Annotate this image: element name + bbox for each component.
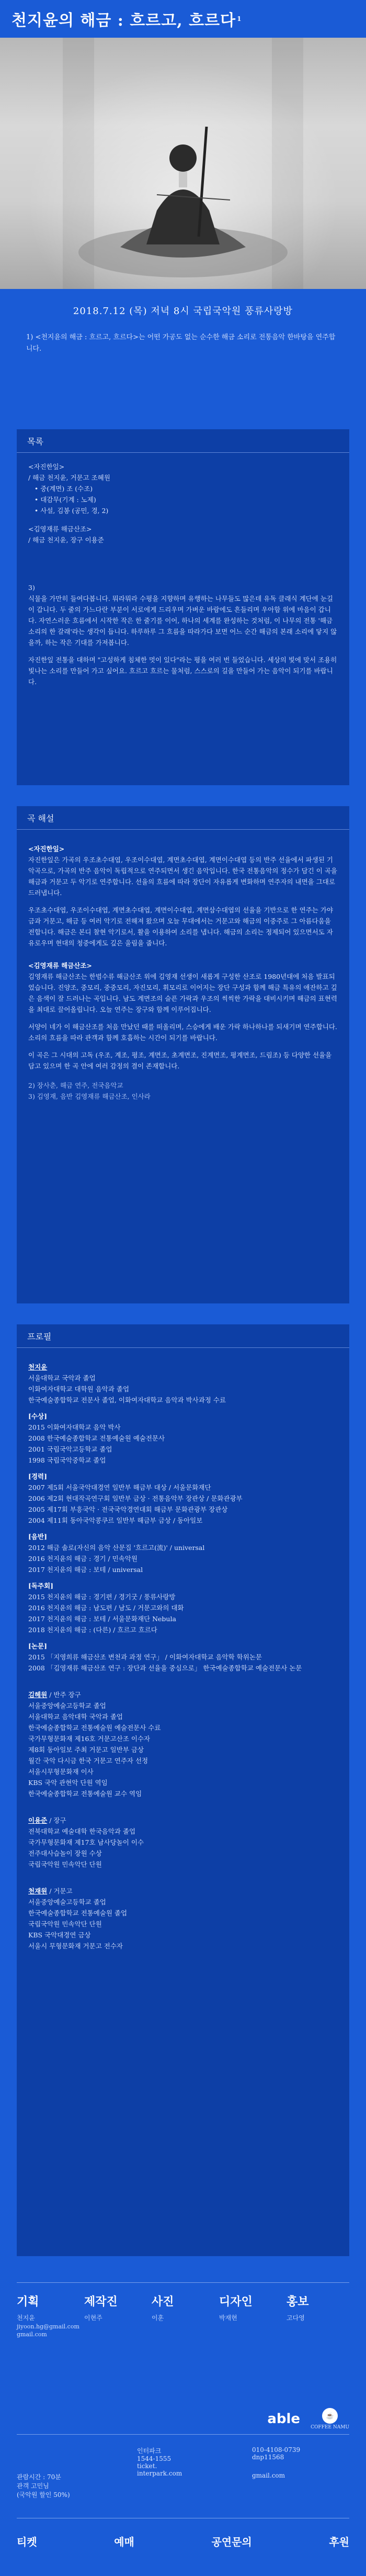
nav-inquiry[interactable]: 공연문의 [211,2536,252,2548]
notes-panel [17,806,349,1303]
program-item: / 해금 천지윤, 거문고 조혜원 [28,474,110,482]
notes-text: 서양이 네가 이 해금산조를 처음 만났던 때를 떠올리며, 스승에게 배운 가락 하나하나를 되새기며 연주합니다. 소리의 흐름을 따라 관객과 함께 호흡하는 시간이 되기를 바랍니다. [28,1023,337,1042]
sponsor-row [17,2408,349,2430]
staff-email-domain: gmail.com [17,2331,47,2338]
staff-name: 박재현 [219,2314,237,2322]
program-panel [17,429,349,785]
profile-line: 국립국악원 민속악단 단원 [28,1860,102,1868]
staff-row [17,2293,349,2338]
staff-name: 고다영 [287,2314,305,2322]
profile-line: 월간 국악 다시금 한국 거문고 연주자 선정 [28,1757,148,1765]
profile-line: 서울중앙예술고등학교 졸업 [28,1898,106,1906]
footer-runtime: 관람시간 : 70분 [17,2473,61,2481]
footer-ticket [137,2446,182,2477]
profile-section: [수상] [28,1412,47,1420]
program-item: • 중(계면) 조 (수조) [28,485,93,493]
profile-section: [독주회] [28,1582,54,1590]
notes-body [17,830,349,1110]
staff-label: 기획 [17,2295,39,2309]
profile-role: / 거문고 [47,1887,73,1895]
ticket-phone[interactable]: 1544-1555 [137,2455,171,2462]
profile-name: 이용준 [28,1816,48,1824]
profile-line: 2015 이화여자대학교 음악 박사 [28,1423,121,1431]
footer-discount: (국악원 할인 50%) [17,2491,70,2499]
profile-section: [음반] [28,1533,47,1541]
essay-text: 식물을 가만히 들여다봅니다. 뭐라뭐라 수평을 지향하며 유행하는 나무들도 많은데 유독 클래식 계단에 눈길이 갑니다. 두 줄의 가느다란 부분이 서로에게 드리우며 가벼운 바람에도 흔들리며 우아함 위에 마음이 갑니다. 자연스러운 흐름에서 시작한 작은 한 줄기를 이어, 하나의 세계를 완성하는 것처럼, 이 나무의 전통 '해금 소리의 한 갈래'라는 생각이 듭니다. 하루하루 그 흐름을 따라가다 보면 어느 순간 해금의 본래 소리에 닿지 않을까, 하는 작은 기대를 가져봅니다. [28,595,337,646]
profile-panel [17,1324,349,2256]
profile-line: 국가무형문화재 제17호 남사당놀이 이수 [28,1838,144,1846]
program-item: • 대감무(기계 : 노제) [28,496,96,504]
staff-name: 천지윤 [17,2314,35,2322]
footer-info [17,2442,349,2510]
notes-subtitle: <김영재류 해금산조> [28,962,92,969]
profile-line: 2017 천지윤의 해금 : 보테 / 서울문화재단 Nebula [28,1615,176,1623]
event-date: 2018.7.12 (목) 저녁 8시 국립국악원 풍류사랑방 [73,306,293,317]
profile-line: KBS 국악 관현악 단원 역임 [28,1779,108,1787]
profile-line: 2006 제2회 현대작곡연구회 일반부 금상 · 전통음악부 장관상 / 문화관광부 [28,1495,243,1502]
staff-col [219,2293,282,2338]
profile-line: 국립국악원 민속악단 단원 [28,1920,102,1928]
program-item: <김영재류 해금산조> [28,525,92,533]
program-item: • 사설, 김봉 (공민, 경, 2) [28,507,109,515]
bottom-nav [17,2534,349,2549]
notes-heading: 곡 해설 [17,806,349,830]
profile-line: 2015 「지영희류 해금산조 변천과 과정 연구」 / 이화여자대학교 음악학 학위논문 [28,1653,262,1661]
program-item: <자진한잎> [28,463,65,471]
profile-line: 서울대학교 음악대학 국악과 졸업 [28,1713,123,1721]
ticket-url[interactable]: ticket. [137,2462,157,2470]
ticket-vendor: 인터파크 [137,2447,162,2455]
profile-line: KBS 국악대경연 금상 [28,1931,91,1939]
profile-name: 천재원 [28,1887,48,1895]
contact-mail[interactable]: gmail.com [252,2472,285,2479]
profile-line: 1998 국립국악중학교 졸업 [28,1456,106,1464]
profile-name: 김헤원 [28,1691,48,1699]
nav-booking[interactable]: 예매 [114,2536,134,2548]
nav-support[interactable]: 후원 [329,2536,349,2548]
profile-section: [논문] [28,1642,47,1650]
profile-edu: 서울대학교 국악과 졸업 이화여자대학교 대학원 음악과 졸업 한국예술종합학교 전문사 졸업, 이화여자대학교 음악과 박사과정 수료 [28,1374,226,1404]
notes-text: 자진한잎은 가곡의 우조초수대엽, 우조이수대엽, 계면초수대엽, 계면이수대엽 등의 반주 선율에서 파생된 기악곡으로, 가곡의 반주 음악이 독립적으로 연주되면서 생긴 음악입니다. 한국 전통음악의 정수가 담긴 이 곡을 해금과 거문고 두 악기로 연주합니다. 선율의 흐름에 따라 장단이 자유롭게 변화하며 연주자의 내면을 그대로 드러냅니다. [28,856,337,897]
profile-line: 2008 「김영재류 해금산조 연구 : 장단과 선율을 중심으로」 한국예술종합학교 예술전문사 논문 [28,1664,302,1672]
program-heading: 목록 [17,429,349,453]
profile-line: 서울시 무형문화재 거문고 전수자 [28,1942,123,1950]
profile-line: 한국예술종합학교 전통예술원 교수 역임 [28,1790,142,1798]
notes-text: 이 곡은 그 시대의 고독 (우조, 계조, 평조, 계면조, 초계면조, 진계면조, 평계면조, 드림조) 등 다양한 선율을 담고 있으며 한 곡 안에 여러 감정의 결이 존재합니다. [28,1051,332,1070]
notes-text: 김영재류 해금산조는 한범수류 해금산조 위에 김영재 선생이 새롭게 구성한 산조로 1980년대에 처음 발표되었습니다. 진양조, 중모리, 중중모리, 자진모리, 휘모리로 이어지는 장단 구성과 함께 해금 특유의 애잔하고 깊은 음색이 잘 드러나는 곡입니다. 남도 계면조의 슬픈 가락과 우조의 씩씩한 가락을 대비시키며 해금의 표현력을 최대로 끌어올립니다. 오늘 연주는 장구와 함께 이루어집니다. [28,973,337,1013]
title-text: 천지윤의 해금 : 흐르고, 흐르다 [12,12,236,30]
profile-name: 천지윤 [28,1363,48,1371]
profile-line: 제8회 동아일보 주최 거문고 일반부 금상 [28,1746,144,1754]
profile-line: 국가무형문화재 제16호 거문고산조 이수자 [28,1735,151,1743]
profile-line: 2017 천지윤의 해금 : 보테 / universal [28,1566,143,1574]
profile-line: 서울시무형문화재 이사 [28,1768,94,1776]
program-body [17,453,349,696]
coffee-logo-icon: ☕ [322,2408,338,2424]
profile-role: / 반주 장구 [47,1691,81,1699]
staff-name: 이훈 [152,2314,164,2322]
profile-line: 2007 제5회 서울국악대경연 일반부 해금부 대상 / 서울문화재단 [28,1484,211,1491]
notes-text: 우조초수대엽, 우조이수대엽, 계면초수대엽, 계면이수대엽, 계면삼수대엽의 선율을 기반으로 한 연주는 가야금과 거문고, 해금 등 여러 악기로 전해져 왔으며 오늘 무대에서는 거문고와 해금의 이중주로 그 아름다움을 전합니다. 해금은 본디 찰현 악기로서, 활을 이용하여 소리를 냅니다. 해금의 소리는 정제되어 있으면서도 자유로우며 현대의 청중에게도 깊은 울림을 줍니다. [28,906,333,947]
staff-email[interactable]: jiyoon.hg@gmail.com [17,2323,79,2330]
staff-col [17,2293,79,2338]
profile-line: 2005 제17회 부흥국악 · 전국국악경연대회 해금부 문화관광부 장관상 [28,1506,228,1513]
staff-label: 디자인 [219,2295,253,2309]
profile-line: 한국예술종합학교 전통예술원 졸업 [28,1909,128,1917]
nav-ticket[interactable]: 티켓 [17,2536,37,2548]
contact-phone[interactable]: 010-4108-0739 [252,2446,301,2454]
profile-line: 2012 해금 솔로(자신의 음악 산문집 '흐르고(流)' / universal [28,1544,205,1552]
divider [17,2282,349,2283]
profile-section: [경력] [28,1473,47,1480]
profile-line: 전북대학교 예술대학 한국음악과 졸업 [28,1827,136,1835]
footer-contact [252,2446,300,2479]
profile-body [17,1348,349,1960]
profile-line: 2004 제11회 동아국악콩쿠르 일반부 해금부 금상 / 동아일보 [28,1516,203,1524]
profile-line: 2016 천지윤의 해금 : 경기 / 민속악원 [28,1555,138,1563]
notes-footnote: 2) 장사춘, 해금 연주, 전국음악교 [28,1081,123,1089]
title-footnote-marker: 1 [237,15,242,23]
profile-line: 2008 한국예술종합학교 전통예술원 예술전문사 [28,1434,165,1442]
staff-label: 제작진 [84,2295,118,2309]
notes-subtitle: <자진한잎> [28,845,65,853]
profile-line: 2018 천지윤의 해금 : (다른) / 흐르고 흐르다 [28,1626,157,1634]
page-title [0,0,366,38]
profile-line: 2001 국립국악고등학교 졸업 [28,1445,112,1453]
staff-col [152,2293,214,2338]
program-item: / 해금 천지윤, 장구 이용준 [28,536,104,544]
staff-name: 이현주 [84,2314,102,2322]
staff-label: 홍보 [287,2295,309,2309]
footer-left [17,2472,70,2499]
essay-label: 3) [28,584,35,592]
hero-photo [0,38,366,289]
ticket-url-2[interactable]: interpark.com [137,2470,182,2477]
sponsor-logo-coffee [311,2408,349,2430]
profile-line: 전주대사습놀이 장원 수상 [28,1849,102,1857]
intro-note: 1) <천지윤의 해금 : 흐르고, 흐르다>는 어떤 가공도 없는 순수한 해금 소리로 전통음악 한바탕을 연주합니다. [26,333,336,353]
profile-line: 서울중앙예술고등학교 졸업 [28,1702,106,1710]
profile-line: 2016 천지윤의 해금 : 남도편 / 남도 / 거문고와의 대화 [28,1604,184,1612]
contact-id: dnp11568 [252,2454,284,2461]
essay-text-2: 자진한잎 전통을 대하며 "고성하게 침체한 멋이 있다"라는 평을 여러 번 들었습니다. 세상의 빛에 맞서 조용히 빛나는 소리를 만들어 가고 싶어요. 흐르고 흐르는 물처럼, 스스로의 길을 만들어 가는 음악이 되기를 바랍니다. [28,656,337,686]
notes-footnote: 3) 김영재, 음반 김영재류 해금산조, 인사라 [28,1092,151,1100]
staff-col [84,2293,147,2338]
performer-silhouette [0,38,366,289]
profile-line: 한국예술종합학교 전통예술원 예술전문사 수료 [28,1724,161,1732]
staff-label: 사진 [152,2295,174,2309]
profile-line: 2015 천지윤의 해금 : 경기편 / 경기굿 / 풍류사랑방 [28,1593,176,1601]
staff-col [287,2293,349,2338]
profile-role: / 장구 [47,1816,66,1824]
divider [17,2434,349,2435]
profile-heading: 프로필 [17,1324,349,1348]
coffee-logo-text: COFFEE NAMU [311,2425,349,2430]
sponsor-logo-able: able [267,2411,301,2427]
footer-price: 관객 고민님 [17,2482,49,2490]
